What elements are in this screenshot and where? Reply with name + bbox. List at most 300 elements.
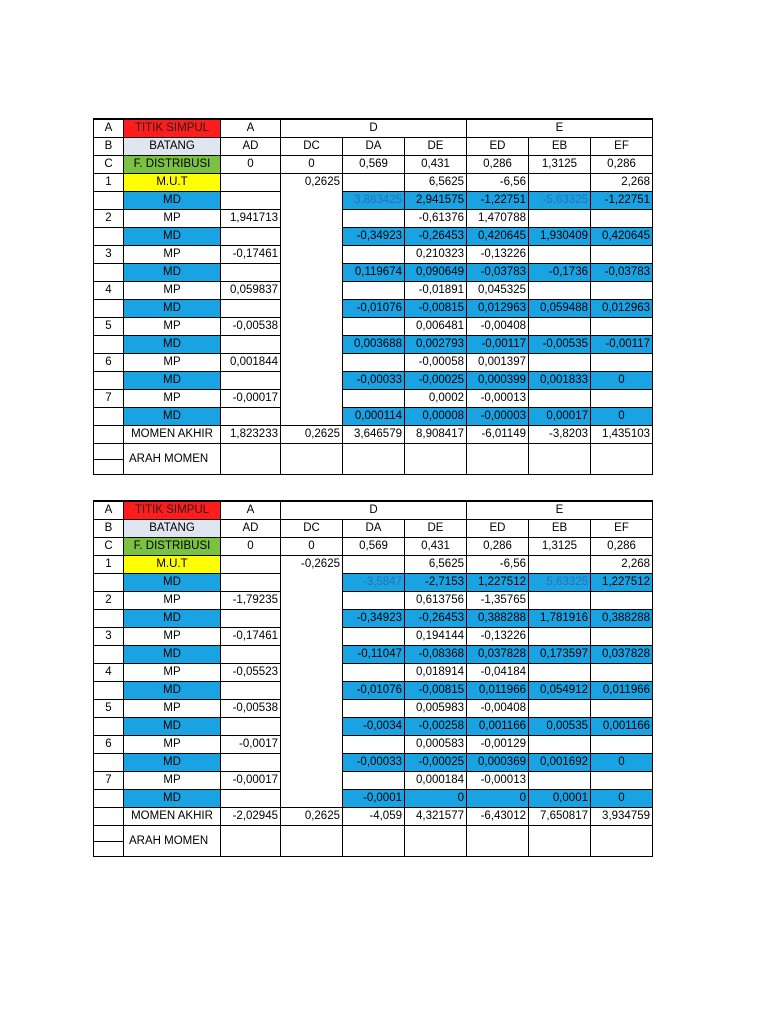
cell-da — [343, 592, 405, 610]
cell-dc — [281, 228, 343, 246]
cell-ef — [591, 390, 653, 408]
cell-dc — [281, 628, 343, 646]
cell-ed: 1,227512 — [467, 574, 529, 592]
df-de: 0,431 — [405, 156, 467, 174]
row-label: MD — [124, 718, 221, 736]
row-marker: B — [94, 138, 124, 156]
cell-dc — [281, 210, 343, 228]
row-number — [94, 646, 124, 664]
direction-dc — [281, 444, 343, 475]
cell-de: -0,61376 — [405, 210, 467, 228]
cell-ad — [221, 408, 281, 426]
md-row — [94, 754, 653, 772]
df-da: 0,569 — [343, 538, 405, 556]
cell-ad — [221, 790, 281, 808]
cell-dc — [281, 282, 343, 300]
cell-ad — [221, 336, 281, 354]
mp-row — [94, 210, 653, 228]
distribution-factor-row — [94, 156, 653, 174]
cell-dc — [281, 790, 343, 808]
cell-eb: 0,059488 — [529, 300, 591, 318]
row-label: MP — [124, 736, 221, 754]
titik-simpul-label: TITIK SIMPUL — [124, 119, 221, 138]
node-d-header: D — [281, 119, 467, 138]
mut-da — [343, 556, 405, 574]
mp-row — [94, 592, 653, 610]
row-marker: C — [94, 538, 124, 556]
cell-ad — [221, 574, 281, 592]
cell-da: 0,119674 — [343, 264, 405, 282]
md-row — [94, 682, 653, 700]
md-row — [94, 264, 653, 282]
direction-dc — [281, 826, 343, 857]
cell-ad: -0,00017 — [221, 390, 281, 408]
row-label: MP — [124, 318, 221, 336]
cell-ef: 0,388288 — [591, 610, 653, 628]
distribution-factor-row — [94, 538, 653, 556]
cell-de: 0,0002 — [405, 390, 467, 408]
cell-ef — [591, 246, 653, 264]
cell-ad — [221, 646, 281, 664]
cell-dc — [281, 610, 343, 628]
row-number: 6 — [94, 736, 124, 754]
final-moment-ad: -2,02945 — [221, 808, 281, 826]
direction-de — [405, 826, 467, 857]
cell-ef — [591, 318, 653, 336]
node-a-header: A — [221, 119, 281, 138]
md-row — [94, 790, 653, 808]
cell-de: 2,941575 — [405, 192, 467, 210]
cell-eb: -5,63325 — [529, 192, 591, 210]
cell-eb: -0,00535 — [529, 336, 591, 354]
momen-akhir-label: MOMEN AKHIR — [124, 808, 221, 826]
df-ad: 0 — [221, 538, 281, 556]
cell-de: 0,000583 — [405, 736, 467, 754]
cell-dc — [281, 772, 343, 790]
md-row — [94, 610, 653, 628]
direction-de — [405, 444, 467, 475]
cell-ad — [221, 192, 281, 210]
titik-simpul-label: TITIK SIMPUL — [124, 501, 221, 520]
momen-akhir-row — [94, 808, 653, 826]
final-moment-ed: -6,01149 — [467, 426, 529, 444]
header-row-titik-simpul — [94, 119, 653, 138]
row-number — [94, 610, 124, 628]
final-moment-ef: 3,934759 — [591, 808, 653, 826]
mut-de: 6,5625 — [405, 174, 467, 192]
momen-akhir-row — [94, 426, 653, 444]
row-label: MP — [124, 246, 221, 264]
df-ed: 0,286 — [467, 156, 529, 174]
cell-de: -0,08368 — [405, 646, 467, 664]
direction-ef — [591, 826, 653, 857]
cell-de: 0,018914 — [405, 664, 467, 682]
row-label: MD — [124, 372, 221, 390]
member-ef-header: EF — [591, 520, 653, 538]
cell-ed: 0,001397 — [467, 354, 529, 372]
cell-ef: 0,420645 — [591, 228, 653, 246]
row-label: MP — [124, 390, 221, 408]
final-moment-eb: -3,8203 — [529, 426, 591, 444]
cell-de: 0,210323 — [405, 246, 467, 264]
cell-ad: -1,79235 — [221, 592, 281, 610]
mut-eb — [529, 174, 591, 192]
cell-de: -0,00025 — [405, 372, 467, 390]
cell-dc — [281, 700, 343, 718]
cell-da — [343, 664, 405, 682]
mp-row — [94, 700, 653, 718]
cell-da: -0,00033 — [343, 754, 405, 772]
header-row-titik-simpul — [94, 501, 653, 520]
md-row — [94, 300, 653, 318]
batang-label: BATANG — [124, 520, 221, 538]
cell-ef: 0 — [591, 408, 653, 426]
cell-da: -0,01076 — [343, 300, 405, 318]
cell-dc — [281, 372, 343, 390]
cell-ed: -0,00003 — [467, 408, 529, 426]
md-row — [94, 336, 653, 354]
header-row-batang — [94, 138, 653, 156]
member-de-header: DE — [405, 520, 467, 538]
cell-ed: 0,012963 — [467, 300, 529, 318]
row-number — [94, 808, 124, 826]
cell-da — [343, 318, 405, 336]
cell-de: 0,000184 — [405, 772, 467, 790]
cell-dc — [281, 336, 343, 354]
row-number: 2 — [94, 592, 124, 610]
row-number — [94, 444, 124, 475]
row-marker: B — [94, 520, 124, 538]
row-label: MD — [124, 754, 221, 772]
moment-distribution-table-1 — [93, 118, 653, 475]
cell-da: -0,34923 — [343, 228, 405, 246]
node-e-header: E — [467, 501, 653, 520]
cell-ed: -0,00408 — [467, 318, 529, 336]
md-row — [94, 228, 653, 246]
row-label: MP — [124, 282, 221, 300]
cell-ad: -0,0017 — [221, 736, 281, 754]
cell-de: 0,194144 — [405, 628, 467, 646]
arah-momen-row — [94, 444, 653, 475]
cell-da — [343, 700, 405, 718]
cell-ef — [591, 210, 653, 228]
final-moment-ad: 1,823233 — [221, 426, 281, 444]
final-moment-da: -4,059 — [343, 808, 405, 826]
cell-da: 0,000114 — [343, 408, 405, 426]
cell-da: -0,34923 — [343, 610, 405, 628]
cell-ad: -0,17461 — [221, 628, 281, 646]
row-number — [94, 336, 124, 354]
mut-eb — [529, 556, 591, 574]
distribution-factor-label: F. DISTRIBUSI — [124, 156, 221, 174]
cell-dc — [281, 736, 343, 754]
cell-ad: -0,05523 — [221, 664, 281, 682]
cell-ed: 0,001166 — [467, 718, 529, 736]
cell-de: -0,00025 — [405, 754, 467, 772]
cell-de: -0,00815 — [405, 682, 467, 700]
mut-label: M.U.T — [124, 556, 221, 574]
mut-ed: -6,56 — [467, 174, 529, 192]
cell-ef — [591, 282, 653, 300]
df-eb: 1,3125 — [529, 538, 591, 556]
cell-dc — [281, 646, 343, 664]
member-dc-header: DC — [281, 138, 343, 156]
row-label: MP — [124, 664, 221, 682]
cell-de: -0,26453 — [405, 228, 467, 246]
mut-ad — [221, 556, 281, 574]
md-row — [94, 372, 653, 390]
cell-dc — [281, 192, 343, 210]
member-ed-header: ED — [467, 520, 529, 538]
final-moment-dc: 0,2625 — [281, 426, 343, 444]
cell-eb — [529, 664, 591, 682]
row-number: 6 — [94, 354, 124, 372]
cell-ad — [221, 372, 281, 390]
cell-dc — [281, 664, 343, 682]
df-eb: 1,3125 — [529, 156, 591, 174]
cell-eb: 0,001833 — [529, 372, 591, 390]
row-number — [94, 300, 124, 318]
cell-ad — [221, 682, 281, 700]
cell-ad — [221, 718, 281, 736]
row-number — [94, 790, 124, 808]
header-row-batang — [94, 520, 653, 538]
cell-ef: 1,227512 — [591, 574, 653, 592]
direction-da — [343, 826, 405, 857]
direction-da — [343, 444, 405, 475]
row-label: MD — [124, 408, 221, 426]
final-moment-de: 4,321577 — [405, 808, 467, 826]
cell-de: 0,006481 — [405, 318, 467, 336]
row-number: 3 — [94, 246, 124, 264]
arah-momen-row — [94, 826, 653, 857]
df-ad: 0 — [221, 156, 281, 174]
final-moment-eb: 7,650817 — [529, 808, 591, 826]
cell-da: -0,00033 — [343, 372, 405, 390]
cell-ef: -1,22751 — [591, 192, 653, 210]
cell-ef — [591, 772, 653, 790]
cell-de: -0,00258 — [405, 718, 467, 736]
cell-ad: 1,941713 — [221, 210, 281, 228]
direction-ad — [221, 444, 281, 475]
mp-row — [94, 772, 653, 790]
md-row — [94, 408, 653, 426]
cell-de: -2,7153 — [405, 574, 467, 592]
cell-ad: -0,00017 — [221, 772, 281, 790]
row-number: 5 — [94, 700, 124, 718]
final-moment-ef: 1,435103 — [591, 426, 653, 444]
direction-eb — [529, 444, 591, 475]
cell-dc — [281, 682, 343, 700]
cell-da — [343, 772, 405, 790]
node-d-header: D — [281, 501, 467, 520]
cell-da — [343, 736, 405, 754]
df-de: 0,431 — [405, 538, 467, 556]
df-ef: 0,286 — [591, 156, 653, 174]
cell-ef: 0,037828 — [591, 646, 653, 664]
row-label: MP — [124, 354, 221, 372]
cell-ed: 0,045325 — [467, 282, 529, 300]
cell-dc — [281, 264, 343, 282]
row-label: MD — [124, 192, 221, 210]
cell-de: 0,090649 — [405, 264, 467, 282]
cell-eb — [529, 628, 591, 646]
mut-ef: 2,268 — [591, 556, 653, 574]
table-body — [94, 119, 653, 475]
row-number: 1 — [94, 556, 124, 574]
cell-ef: -0,00117 — [591, 336, 653, 354]
cell-ef — [591, 700, 653, 718]
distribution-factor-label: F. DISTRIBUSI — [124, 538, 221, 556]
cell-da: 0,003688 — [343, 336, 405, 354]
row-label: MP — [124, 628, 221, 646]
cell-eb — [529, 282, 591, 300]
cell-ed: -0,00013 — [467, 390, 529, 408]
row-number — [94, 264, 124, 282]
mp-row — [94, 390, 653, 408]
row-number — [94, 228, 124, 246]
mut-label: M.U.T — [124, 174, 221, 192]
cell-dc — [281, 354, 343, 372]
cell-ed: 0 — [467, 790, 529, 808]
md-row — [94, 192, 653, 210]
cell-ed: 0,000369 — [467, 754, 529, 772]
cell-ad — [221, 264, 281, 282]
cell-da — [343, 354, 405, 372]
row-number — [94, 372, 124, 390]
cell-da: 3,883425 — [343, 192, 405, 210]
member-ad-header: AD — [221, 520, 281, 538]
cell-ef: 0,001166 — [591, 718, 653, 736]
row-label: MP — [124, 210, 221, 228]
cell-da: -0,0001 — [343, 790, 405, 808]
cell-de: -0,00058 — [405, 354, 467, 372]
row-number: 7 — [94, 772, 124, 790]
cell-da: -0,0034 — [343, 718, 405, 736]
cell-ed: 0,420645 — [467, 228, 529, 246]
cell-ed: 1,470788 — [467, 210, 529, 228]
cell-eb — [529, 736, 591, 754]
member-ef-header: EF — [591, 138, 653, 156]
cell-da: -0,11047 — [343, 646, 405, 664]
cell-ef: 0 — [591, 790, 653, 808]
member-ed-header: ED — [467, 138, 529, 156]
cell-ef — [591, 354, 653, 372]
cell-dc — [281, 390, 343, 408]
mut-ed: -6,56 — [467, 556, 529, 574]
row-label: MD — [124, 574, 221, 592]
row-label: MD — [124, 300, 221, 318]
fixed-end-moment-row — [94, 556, 653, 574]
final-moment-ed: -6,43012 — [467, 808, 529, 826]
cell-da: -0,01076 — [343, 682, 405, 700]
cell-ef: 0,011966 — [591, 682, 653, 700]
member-dc-header: DC — [281, 520, 343, 538]
cell-ed: -0,00129 — [467, 736, 529, 754]
mp-row — [94, 354, 653, 372]
cell-eb: 0,173597 — [529, 646, 591, 664]
direction-ef — [591, 444, 653, 475]
cell-ed: 0,011966 — [467, 682, 529, 700]
cell-ed: -0,04184 — [467, 664, 529, 682]
cell-dc — [281, 408, 343, 426]
cell-da — [343, 628, 405, 646]
member-de-header: DE — [405, 138, 467, 156]
cell-ef: 0 — [591, 754, 653, 772]
mut-dc: 0,2625 — [281, 174, 343, 192]
final-moment-da: 3,646579 — [343, 426, 405, 444]
row-number: 7 — [94, 390, 124, 408]
cell-eb: 5,63325 — [529, 574, 591, 592]
row-marker: A — [94, 119, 124, 138]
row-number — [94, 754, 124, 772]
row-number — [94, 408, 124, 426]
divider — [94, 459, 123, 460]
row-number: 3 — [94, 628, 124, 646]
cell-da — [343, 210, 405, 228]
mut-da — [343, 174, 405, 192]
cell-da — [343, 282, 405, 300]
cell-ef — [591, 628, 653, 646]
direction-ed — [467, 444, 529, 475]
cell-ed: 0,388288 — [467, 610, 529, 628]
mut-de: 6,5625 — [405, 556, 467, 574]
cell-ad: -0,17461 — [221, 246, 281, 264]
cell-eb — [529, 772, 591, 790]
cell-ef — [591, 736, 653, 754]
cell-dc — [281, 592, 343, 610]
cell-dc — [281, 318, 343, 336]
cell-ad: -0,00538 — [221, 700, 281, 718]
cell-ef: 0 — [591, 372, 653, 390]
member-eb-header: EB — [529, 520, 591, 538]
mut-dc: -0,2625 — [281, 556, 343, 574]
cell-eb — [529, 318, 591, 336]
cell-de: 0,005983 — [405, 700, 467, 718]
cell-de: 0 — [405, 790, 467, 808]
cell-da: -3,5847 — [343, 574, 405, 592]
row-label: MD — [124, 336, 221, 354]
row-marker: C — [94, 156, 124, 174]
row-number — [94, 826, 124, 857]
cell-ed: -1,35765 — [467, 592, 529, 610]
cell-ed: -0,00117 — [467, 336, 529, 354]
df-da: 0,569 — [343, 156, 405, 174]
cell-ed: 0,037828 — [467, 646, 529, 664]
divider — [94, 841, 123, 842]
row-number: 4 — [94, 282, 124, 300]
row-label: MD — [124, 682, 221, 700]
mp-row — [94, 318, 653, 336]
cell-de: -0,26453 — [405, 610, 467, 628]
mp-row — [94, 628, 653, 646]
mut-ad — [221, 174, 281, 192]
row-label: MD — [124, 610, 221, 628]
row-label: MP — [124, 700, 221, 718]
direction-eb — [529, 826, 591, 857]
table-body — [94, 501, 653, 857]
cell-eb: 1,930409 — [529, 228, 591, 246]
member-ad-header: AD — [221, 138, 281, 156]
md-row — [94, 574, 653, 592]
cell-de: 0,613756 — [405, 592, 467, 610]
md-row — [94, 718, 653, 736]
row-number — [94, 574, 124, 592]
cell-da — [343, 246, 405, 264]
cell-de: 0,002793 — [405, 336, 467, 354]
arah-momen-label: ARAH MOMEN — [124, 826, 221, 857]
cell-ad — [221, 300, 281, 318]
